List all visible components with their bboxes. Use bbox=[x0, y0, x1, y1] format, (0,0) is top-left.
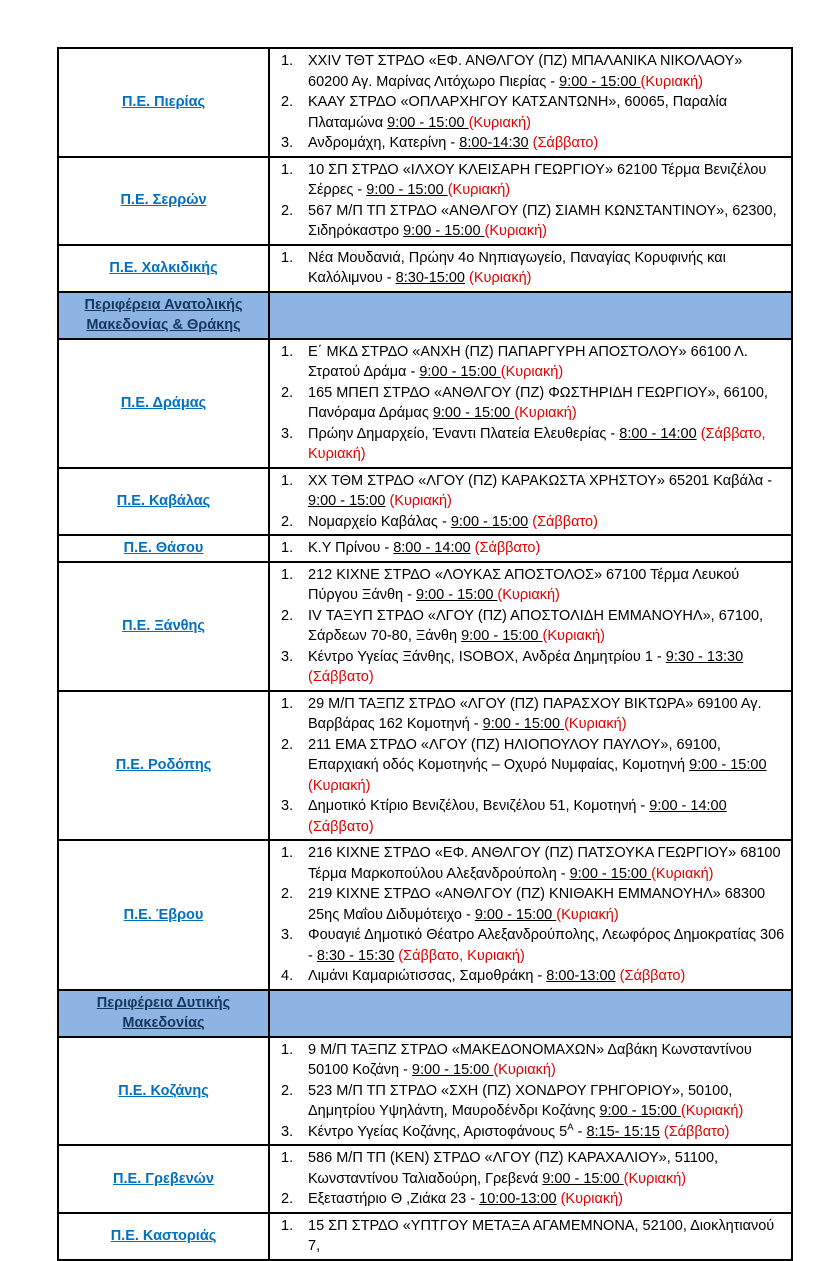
location-item bbox=[270, 342, 787, 383]
item-text bbox=[308, 512, 787, 533]
region-row bbox=[58, 245, 792, 292]
day-label: (Κυριακή) bbox=[447, 182, 511, 198]
item-text bbox=[308, 1148, 787, 1189]
location-item bbox=[270, 565, 787, 606]
opening-hours: 9:00 - 15:00 bbox=[432, 405, 515, 421]
location-item bbox=[270, 512, 787, 533]
opening-hours: 9:00 - 15:00 bbox=[569, 865, 652, 882]
day-label: (Σάββατο, Κυριακή) bbox=[398, 947, 525, 964]
item-number: 1. bbox=[281, 53, 294, 69]
day-label: (Κυριακή) bbox=[640, 73, 703, 90]
region-name-cell bbox=[58, 339, 269, 468]
region-link[interactable]: Π.Ε. Καστοριάς bbox=[110, 1227, 217, 1244]
location-item bbox=[270, 925, 787, 966]
region-row bbox=[58, 48, 792, 157]
day-label: (Κυριακή) bbox=[493, 1062, 556, 1078]
location-item bbox=[270, 1040, 787, 1081]
location-text: 219 ΚΙΧΝΕ ΣΤΡΔΟ «ΑΝΘΛΓΟΥ (ΠΖ) ΚΝΙΘΑΚΗ ΕΜΜΑΝΟΥΗΛ» 68300 25ης Μαΐου Διδυμότειχο - bbox=[308, 886, 766, 923]
item-text bbox=[308, 51, 787, 92]
item-number: 1. bbox=[281, 472, 294, 489]
region-name-cell bbox=[58, 1145, 269, 1213]
location-item bbox=[270, 884, 787, 925]
location-item bbox=[270, 735, 787, 797]
location-item bbox=[270, 51, 787, 92]
opening-hours: 8:00 - 14:00 bbox=[393, 540, 471, 556]
location-text: 165 ΜΠΕΠ ΣΤΡΔΟ «ΑΝΘΛΓΟΥ (ΠΖ) ΦΩΣΤΗΡΙΔΗ ΓΕΩΡΓΙΟΥ», 66100, Πανόραμα Δράμας bbox=[308, 384, 768, 421]
polling-schedule-table bbox=[57, 47, 793, 1261]
item-text bbox=[308, 1216, 787, 1257]
item-number: 3. bbox=[281, 135, 294, 151]
item-text bbox=[308, 538, 787, 559]
location-item bbox=[270, 843, 787, 884]
location-text: 211 ΕΜΑ ΣΤΡΔΟ «ΛΓΟΥ (ΠΖ) ΗΛΙΟΠΟΥΛΟΥ ΠΑΥΛΟΥ», 69100, Επαρχιακή οδός Κομοτηνής – Οχυρό Νυμφαίας, Κομοτηνή bbox=[308, 736, 721, 773]
region-link[interactable]: Π.Ε. Έβρου bbox=[123, 906, 204, 923]
day-label: (Κυριακή) bbox=[623, 1170, 687, 1187]
opening-hours: 9:00 - 15:00 bbox=[403, 223, 485, 239]
opening-hours: 9:00 - 15:00 bbox=[474, 906, 557, 923]
region-link[interactable]: Π.Ε. Δράμας bbox=[120, 394, 207, 411]
item-number: 2. bbox=[281, 1082, 294, 1099]
region-link[interactable]: Π.Ε. Θάσου bbox=[123, 540, 204, 556]
region-link[interactable]: Π.Ε. Κοζάνης bbox=[118, 1082, 209, 1099]
section-title-cell bbox=[58, 292, 269, 339]
day-label: (Κυριακή) bbox=[564, 716, 627, 732]
item-number: 2. bbox=[281, 1191, 294, 1207]
item-number: 3. bbox=[281, 927, 294, 943]
section-title-cell bbox=[58, 990, 269, 1037]
item-number: 3. bbox=[281, 798, 294, 814]
location-item bbox=[270, 248, 787, 289]
opening-hours: 9:30 - 13:30 bbox=[665, 648, 744, 665]
item-text bbox=[308, 966, 787, 987]
region-row bbox=[58, 840, 792, 990]
location-item bbox=[270, 1216, 787, 1257]
item-text bbox=[308, 565, 787, 606]
opening-hours: 8:00-14:30 bbox=[459, 135, 529, 151]
region-name-cell bbox=[58, 535, 269, 562]
item-text bbox=[308, 606, 787, 647]
location-item bbox=[270, 796, 787, 837]
item-number: 2. bbox=[281, 607, 294, 624]
location-text: Ε΄ ΜΚΔ ΣΤΡΔΟ «ΑΝΧΗ (ΠΖ) ΠΑΠΑΡΓΥΡΗ ΑΠΟΣΤΟΛΟΥ» 66100 Λ. Στρατού Δράμα - bbox=[308, 343, 748, 380]
location-text: 216 ΚΙΧΝΕ ΣΤΡΔΟ «ΕΦ. ΑΝΘΛΓΟΥ (ΠΖ) ΠΑΤΣΟΥΚΑ ΓΕΩΡΓΙΟΥ» 68100 Τέρμα Μαρκοπούλου Αλεξανδρούπολη - bbox=[308, 845, 781, 882]
opening-hours: 9:00 - 15:00 bbox=[559, 73, 641, 90]
opening-hours: 8:00-13:00 bbox=[546, 968, 616, 984]
item-text bbox=[308, 925, 787, 966]
item-number: 3. bbox=[281, 1123, 294, 1140]
opening-hours: 8:15- 15:15 bbox=[586, 1123, 660, 1140]
region-name-cell bbox=[58, 157, 269, 245]
locations-cell bbox=[269, 339, 792, 468]
location-text: Δημοτικό Κτίριο Βενιζέλου, Βενιζέλου 51, Κομοτηνή - bbox=[308, 798, 650, 814]
item-text bbox=[308, 471, 787, 512]
item-number: 1. bbox=[281, 1041, 294, 1058]
opening-hours: 9:00 - 14:00 bbox=[649, 798, 727, 814]
item-number: 1. bbox=[281, 540, 294, 556]
location-text: Ανδρομάχη, Κατερίνη - bbox=[308, 135, 460, 151]
day-label: (Κυριακή) bbox=[514, 405, 577, 421]
item-text bbox=[308, 647, 787, 688]
item-text bbox=[308, 248, 787, 289]
item-text bbox=[308, 843, 787, 884]
item-number: 4. bbox=[281, 968, 294, 984]
item-number: 2. bbox=[281, 202, 294, 219]
day-label: (Κυριακή) bbox=[680, 1103, 744, 1119]
item-number: 1. bbox=[281, 566, 294, 583]
opening-hours: 9:00 - 15:00 bbox=[461, 628, 543, 644]
item-number: 1. bbox=[281, 343, 294, 360]
item-text bbox=[308, 160, 787, 201]
day-label: (Σάββατο) bbox=[532, 513, 598, 530]
item-text bbox=[308, 383, 787, 424]
location-text: 212 ΚΙΧΝΕ ΣΤΡΔΟ «ΛΟΥΚΑΣ ΑΠΟΣΤΟΛΟΣ» 67100 Τέρμα Λευκού Πύργου Ξάνθη - bbox=[308, 566, 740, 603]
opening-hours: 9:00 - 15:00 bbox=[599, 1103, 681, 1119]
location-text: 567 Μ/Π ΤΠ ΣΤΡΔΟ «ΑΝΘΛΓΟΥ (ΠΖ) ΣΙΑΜΗ ΚΩΝΣΤΑΝΤΙΝΟΥ», 62300, Σιδηρόκαστρο bbox=[308, 202, 777, 239]
item-text bbox=[308, 1081, 787, 1122]
location-text: Κέντρο Υγείας Ξάνθης, ISOBOX, Ανδρέα Δημητρίου 1 - bbox=[308, 648, 666, 665]
item-text bbox=[308, 133, 787, 154]
locations-cell bbox=[269, 1037, 792, 1146]
locations-cell bbox=[269, 840, 792, 990]
item-text bbox=[308, 694, 787, 735]
region-row bbox=[58, 535, 792, 562]
item-number: 2. bbox=[281, 384, 294, 401]
location-text: ΧΧ ΤΘΜ ΣΤΡΔΟ «ΛΓΟΥ (ΠΖ) ΚΑΡΑΚΩΣΤΑ ΧΡΗΣΤΟΥ» 65201 Καβάλα - bbox=[308, 472, 773, 489]
item-number: 2. bbox=[281, 94, 294, 110]
region-name-cell bbox=[58, 1037, 269, 1146]
item-number: 1. bbox=[281, 1150, 294, 1166]
item-number: 3. bbox=[281, 648, 294, 665]
region-row bbox=[58, 468, 792, 536]
item-number: 1. bbox=[281, 161, 294, 178]
region-name-cell bbox=[58, 245, 269, 292]
region-row bbox=[58, 157, 792, 245]
location-text: Εξεταστήριο Θ ,Ζιάκα 23 - bbox=[308, 1191, 480, 1207]
opening-hours: 10:00-13:00 bbox=[479, 1191, 557, 1207]
locations-cell bbox=[269, 562, 792, 691]
location-text: Φουαγιέ Δημοτικό Θέατρο Αλεξανδρούπολης, Λεωφόρος Δημοκρατίας 306 - bbox=[308, 927, 785, 964]
section-title: Περιφέρεια Ανατολικής Μακεδονίας & Θράκης bbox=[84, 296, 243, 333]
location-text: 10 ΣΠ ΣΤΡΔΟ «ΙΛΧΟΥ ΚΛΕΙΣΑΡΗ ΓΕΩΡΓΙΟΥ» 62100 Τέρμα Βενιζέλου Σέρρες - bbox=[308, 161, 767, 198]
table-body bbox=[58, 48, 792, 1260]
location-item bbox=[270, 1189, 787, 1210]
opening-hours: 9:00 - 15:00 bbox=[419, 364, 501, 380]
location-text: Νομαρχείο Καβάλας - bbox=[308, 513, 451, 530]
section-empty-cell bbox=[269, 292, 792, 339]
location-text: 29 Μ/Π ΤΑΞΠΖ ΣΤΡΔΟ «ΛΓΟΥ (ΠΖ) ΠΑΡΑΣΧΟΥ ΒΙΚΤΩΡΑ» 69100 Αγ. Βαρβάρας 162 Κομοτηνή - bbox=[308, 695, 762, 732]
day-label: (Κυριακή) bbox=[651, 865, 714, 882]
locations-cell bbox=[269, 245, 792, 292]
item-text bbox=[308, 796, 787, 837]
opening-hours: 9:00 - 15:00 bbox=[542, 1170, 624, 1187]
item-text bbox=[308, 424, 787, 465]
location-text: Κ.Υ Πρίνου - bbox=[308, 540, 394, 556]
location-text: Λιμάνι Καμαριώτισσας, Σαμοθράκη - bbox=[308, 968, 547, 984]
region-link[interactable]: Π.Ε. Χαλκιδικής bbox=[109, 259, 218, 276]
opening-hours: 9:00 - 15:00 bbox=[387, 114, 469, 131]
item-text bbox=[308, 884, 787, 925]
location-text: 586 Μ/Π ΤΠ (ΚΕΝ) ΣΤΡΔΟ «ΛΓΟΥ (ΠΖ) ΚΑΡΑΧΑΛΙΟΥ», 51100, Κωνσταντίνου Ταλιαδούρη, Γρεβενά bbox=[308, 1150, 719, 1187]
region-row bbox=[58, 1145, 792, 1213]
location-item bbox=[270, 606, 787, 647]
region-link[interactable]: Π.Ε. Ξάνθης bbox=[122, 617, 205, 634]
location-text: 15 ΣΠ ΣΤΡΔΟ «ΥΠΤΓΟΥ ΜΕΤΑΞΑ ΑΓΑΜΕΜΝΟΝΑ, 52100, Διοκλητιανού 7, bbox=[308, 1217, 775, 1254]
location-text: ΚΑΑΥ ΣΤΡΔΟ «ΟΠΛΑΡΧΗΓΟΥ ΚΑΤΣΑΝΤΩΝΗ», 60065, Παραλία Πλαταμώνα bbox=[308, 94, 728, 131]
item-text bbox=[308, 1040, 787, 1081]
item-number: 2. bbox=[281, 736, 294, 753]
location-item bbox=[270, 1122, 787, 1143]
opening-hours: 9:00 - 15:00 bbox=[416, 587, 498, 603]
day-label: (Κυριακή) bbox=[500, 364, 564, 380]
day-label: (Κυριακή) bbox=[308, 777, 371, 794]
day-label: (Σάββατο) bbox=[663, 1123, 730, 1140]
opening-hours: 9:00 - 15:00 bbox=[482, 716, 565, 732]
section-empty-cell bbox=[269, 990, 792, 1037]
item-text bbox=[308, 92, 787, 133]
location-item bbox=[270, 471, 787, 512]
item-text bbox=[308, 1122, 787, 1143]
item-number: 2. bbox=[281, 886, 294, 902]
day-label: (Σάββατο) bbox=[308, 818, 374, 835]
day-label: (Σάββατο) bbox=[619, 968, 686, 984]
location-item bbox=[270, 160, 787, 201]
region-name-cell bbox=[58, 691, 269, 841]
section-header-row bbox=[58, 990, 792, 1037]
location-item bbox=[270, 383, 787, 424]
location-item bbox=[270, 92, 787, 133]
region-link[interactable]: Π.Ε. Σερρών bbox=[120, 192, 207, 209]
item-text bbox=[308, 1189, 787, 1210]
region-link[interactable]: Π.Ε. Πιερίας bbox=[121, 94, 206, 110]
superscript-text: Α bbox=[567, 1121, 574, 1133]
opening-hours: 9:00 - 15:00 bbox=[366, 182, 448, 198]
region-row bbox=[58, 691, 792, 841]
locations-cell bbox=[269, 1213, 792, 1260]
item-text bbox=[308, 201, 787, 242]
location-item bbox=[270, 133, 787, 154]
opening-hours: 9:00 - 15:00 bbox=[450, 513, 529, 530]
day-label: (Σάββατο) bbox=[532, 135, 599, 151]
region-name-cell bbox=[58, 468, 269, 536]
day-label: (Κυριακή) bbox=[389, 493, 452, 509]
item-text bbox=[308, 735, 787, 797]
opening-hours: 9:00 - 15:00 bbox=[411, 1062, 494, 1078]
location-text: Νέα Μουδανιά, Πρώην 4ο Νηπιαγωγείο, Παναγίας Κορυφινής και Καλόλιμνου - bbox=[308, 249, 726, 286]
region-row bbox=[58, 339, 792, 468]
item-number: 1. bbox=[281, 845, 294, 861]
region-name-cell bbox=[58, 562, 269, 691]
item-number: 1. bbox=[281, 695, 294, 712]
region-link[interactable]: Π.Ε. Καβάλας bbox=[116, 493, 211, 509]
location-text: 523 Μ/Π ΤΠ ΣΤΡΔΟ «ΣΧΗ (ΠΖ) ΧΟΝΔΡΟΥ ΓΡΗΓΟΡΙΟΥ», 50100, Δημητρίου Υψηλάντη, Μαυροδένδρι Κοζάνης bbox=[308, 1082, 733, 1119]
locations-cell bbox=[269, 1145, 792, 1213]
item-text bbox=[308, 342, 787, 383]
locations-cell bbox=[269, 535, 792, 562]
opening-hours: 8:00 - 14:00 bbox=[619, 425, 697, 442]
locations-cell bbox=[269, 157, 792, 245]
day-label: (Κυριακή) bbox=[497, 587, 560, 603]
location-item bbox=[270, 424, 787, 465]
item-number: 1. bbox=[281, 1217, 294, 1234]
region-name-cell bbox=[58, 840, 269, 990]
location-item bbox=[270, 694, 787, 735]
region-row bbox=[58, 1037, 792, 1146]
item-number: 3. bbox=[281, 425, 294, 442]
location-text: - bbox=[573, 1123, 587, 1140]
location-item bbox=[270, 966, 787, 987]
region-link[interactable]: Π.Ε. Ροδόπης bbox=[115, 757, 212, 773]
opening-hours: 9:00 - 15:00 bbox=[308, 493, 386, 509]
day-label: (Κυριακή) bbox=[556, 906, 619, 923]
region-name-cell bbox=[58, 1213, 269, 1260]
location-text: IV ΤΑΞΥΠ ΣΤΡΔΟ «ΛΓΟΥ (ΠΖ) ΑΠΟΣΤΟΛΙΔΗ ΕΜΜΑΝΟΥΗΛ», 67100, Σάρδεων 70-80, Ξάνθη bbox=[308, 607, 764, 644]
item-number: 2. bbox=[281, 513, 294, 530]
region-row bbox=[58, 562, 792, 691]
location-text: Πρώην Δημαρχείο, Έναντι Πλατεία Ελευθερίας - bbox=[308, 425, 620, 442]
location-item bbox=[270, 647, 787, 688]
day-label: (Σάββατο) bbox=[308, 669, 374, 685]
section-header-row bbox=[58, 292, 792, 339]
location-text: Κέντρο Υγείας Κοζάνης, Αριστοφάνους 5 bbox=[308, 1123, 568, 1140]
day-label: (Κυριακή) bbox=[484, 223, 547, 239]
day-label: (Κυριακή) bbox=[560, 1191, 624, 1207]
day-label: (Κυριακή) bbox=[542, 628, 605, 644]
location-item bbox=[270, 538, 787, 559]
locations-cell bbox=[269, 691, 792, 841]
day-label: (Κυριακή) bbox=[469, 270, 532, 286]
location-text: XXIV ΤΘΤ ΣΤΡΔΟ «ΕΦ. ΑΝΘΛΓΟΥ (ΠΖ) ΜΠΑΛΑΝΙΚΑ ΝΙΚΟΛΑΟΥ» 60200 Αγ. Μαρίνας Λιτόχωρο Πιερίας - bbox=[308, 53, 743, 90]
opening-hours: 8:30-15:00 bbox=[395, 270, 465, 286]
opening-hours: 8:30 - 15:30 bbox=[316, 947, 395, 964]
item-number: 1. bbox=[281, 249, 294, 266]
section-title: Περιφέρεια Δυτικής Μακεδονίας bbox=[96, 994, 231, 1031]
location-item bbox=[270, 201, 787, 242]
locations-cell bbox=[269, 468, 792, 536]
region-row bbox=[58, 1213, 792, 1260]
location-item bbox=[270, 1148, 787, 1189]
location-text: 9 Μ/Π ΤΑΞΠΖ ΣΤΡΔΟ «ΜΑΚΕΔΟΝΟΜΑΧΩΝ» Δαβάκη Κωνσταντίνου 50100 Κοζάνη - bbox=[308, 1041, 752, 1078]
opening-hours: 9:00 - 15:00 bbox=[689, 757, 767, 773]
region-name-cell bbox=[58, 48, 269, 157]
day-label: (Κυριακή) bbox=[468, 114, 531, 131]
day-label: (Σάββατο) bbox=[474, 540, 541, 556]
locations-cell bbox=[269, 48, 792, 157]
location-item bbox=[270, 1081, 787, 1122]
day-label: (Σάββατο, Κυριακή) bbox=[308, 425, 766, 462]
region-link[interactable]: Π.Ε. Γρεβενών bbox=[113, 1170, 214, 1187]
